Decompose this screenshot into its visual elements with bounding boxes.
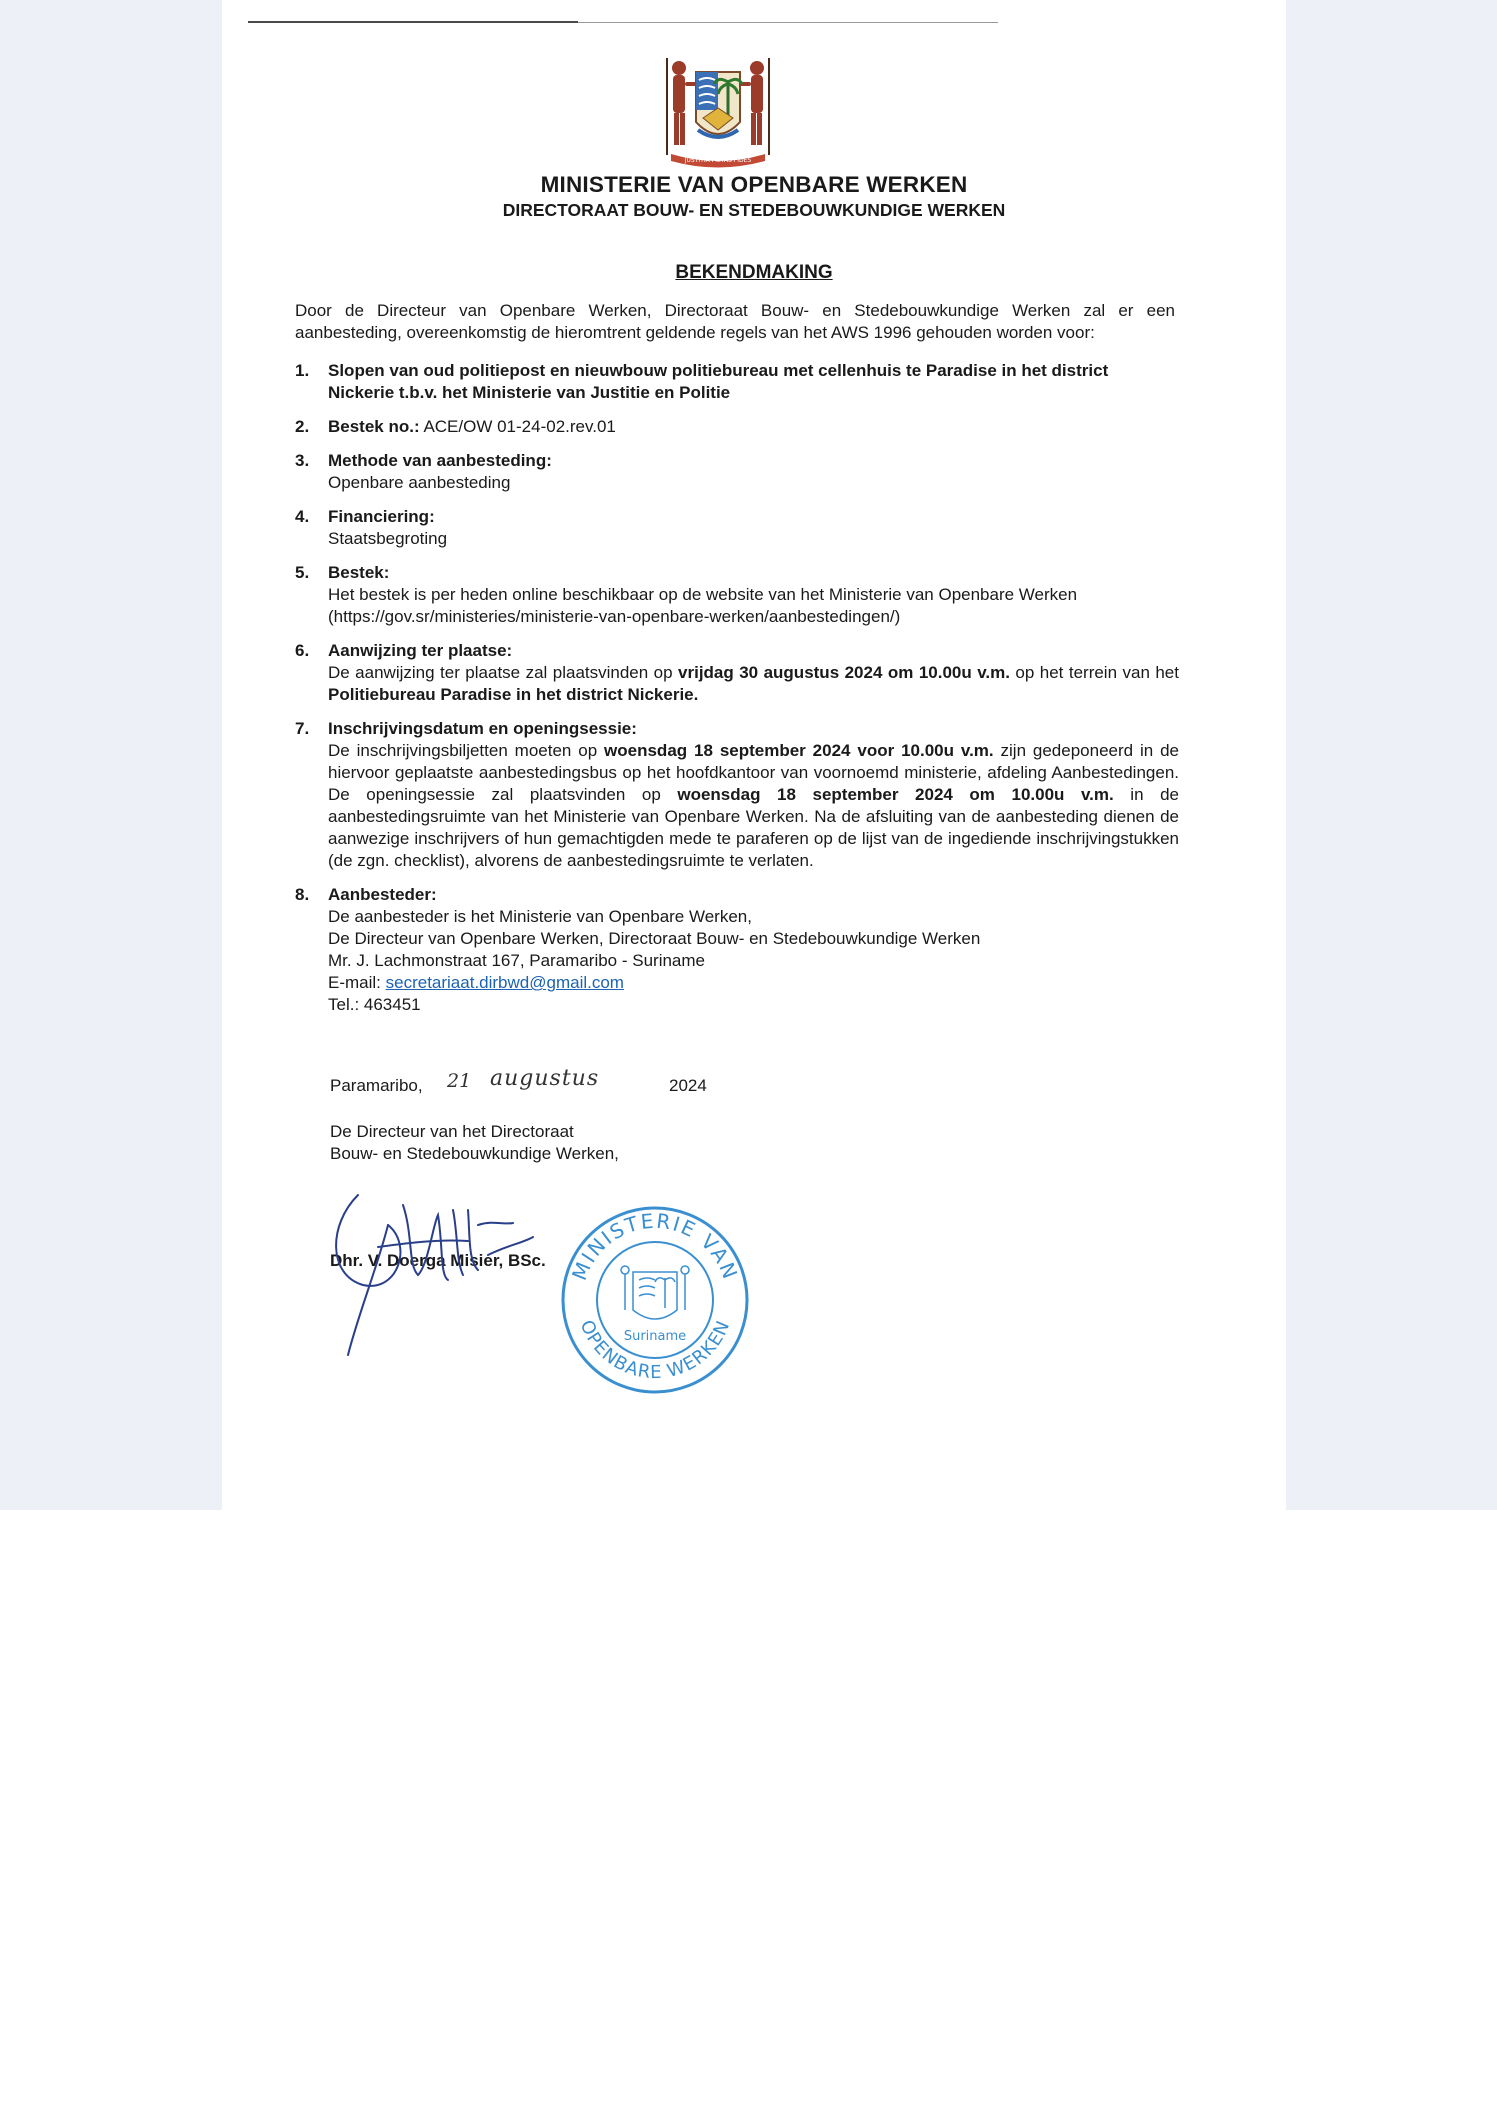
item-number: 3. [295, 451, 310, 470]
item-value: Staatsbegroting [328, 529, 448, 548]
item-label: Bestek no.: [328, 417, 420, 436]
item-list [295, 360, 1179, 1028]
item-number: 5. [295, 563, 310, 582]
scan-artifact-line [248, 21, 578, 23]
ministry-stamp [555, 1200, 755, 1400]
item-label: Inschrijvingsdatum en openingsessie: [328, 719, 637, 738]
item-value: Openbare aanbesteding [328, 473, 511, 492]
intro-paragraph: Door de Directeur van Openbare Werken, Directoraat Bouw- en Stedebouwkundige Werken zal er een aanbesteding, overeenkomstig de hieromtrent geldende regels van het AWS 1996 gehouden worden voor: [295, 301, 1175, 342]
item-line: De aanbesteder is het Ministerie van Openbare Werken, [328, 907, 752, 926]
list-item [295, 562, 1179, 628]
scan-artifact-line [578, 22, 998, 23]
item-number: 1. [295, 361, 310, 380]
phone-line: Tel.: 463451 [328, 995, 421, 1014]
email-link[interactable]: secretariaat.dirbwd@gmail.com [385, 973, 624, 992]
signer-name: Dhr. V. Doerga Misier, BSc. [330, 1251, 546, 1270]
stamp-center-text: Suriname [623, 1329, 687, 1344]
list-item [295, 640, 1179, 706]
list-item [295, 450, 1179, 494]
director-title-line: Bouw- en Stedebouwkundige Werken, [330, 1144, 619, 1163]
item-number: 7. [295, 719, 310, 738]
item-label: Financiering: [328, 507, 435, 526]
item-value: ACE/OW 01-24-02.rev.01 [423, 417, 616, 436]
email-row [328, 972, 1179, 994]
item-body: De aanwijzing ter plaatse zal plaatsvinden op vrijdag 30 augustus 2024 om 10.00u v.m. op het terrein van het Politiebureau Paradise in het district Nickerie. [328, 663, 1179, 704]
stamp-bottom-text: OPENBARE WERKEN [575, 1317, 735, 1384]
handwritten-month: augustus [490, 1066, 600, 1091]
list-item [295, 360, 1179, 404]
email-label: E-mail: [328, 973, 386, 992]
directorate-heading: DIRECTORAAT BOUW- EN STEDEBOUWKUNDIGE WERKEN [502, 200, 1006, 220]
stamp-top-text: MINISTERIE VAN [567, 1208, 743, 1284]
item-label: Bestek: [328, 563, 390, 582]
item-line: De Directeur van Openbare Werken, Directoraat Bouw- en Stedebouwkundige Werken [328, 929, 981, 948]
item-line: Het bestek is per heden online beschikbaar op de website van het Ministerie van Openbare Werken [328, 585, 1078, 604]
handwritten-day: 21 [447, 1070, 472, 1092]
website-url: (https://gov.sr/ministeries/ministerie-van-openbare-werken/aanbestedingen/) [328, 607, 901, 626]
item-label: Aanwijzing ter plaatse: [328, 641, 513, 660]
item-number: 8. [295, 885, 310, 904]
ministry-heading: MINISTERIE VAN OPENBARE WERKEN [540, 172, 968, 197]
list-item [295, 718, 1179, 872]
item-label: Methode van aanbesteding: [328, 451, 552, 470]
address-line: Mr. J. Lachmonstraat 167, Paramaribo - Suriname [328, 951, 705, 970]
director-title-line: De Directeur van het Directoraat [330, 1122, 574, 1141]
date-year: 2024 [669, 1076, 707, 1095]
item-number: 4. [295, 507, 310, 526]
list-item [295, 506, 1179, 550]
item-label: Aanbesteder: [328, 885, 437, 904]
list-item [295, 884, 1179, 1016]
coat-of-arms-icon [653, 50, 783, 168]
svg-text:JUSTITIA PIETAS FIDES: JUSTITIA PIETAS FIDES [684, 157, 752, 164]
item-text: Slopen van oud politiepost en nieuwbouw politiebureau met cellenhuis te Paradise in het district Nickerie t.b.v. het Ministerie van Justitie en Politie [328, 361, 1109, 402]
item-number: 6. [295, 641, 310, 660]
document-title: BEKENDMAKING [675, 262, 833, 283]
item-number: 2. [295, 417, 310, 436]
item-body: De inschrijvingsbiljetten moeten op woensdag 18 september 2024 voor 10.00u v.m. zijn gedeponeerd in de hiervoor geplaatste aanbestedingsbus op het hoofdkantoor van voornoemd ministerie, afdeling Aanbestedingen. De openingsessie zal plaatsvinden op woensdag 18 september 2024 om 10.00u v.m. in de aanbestedingsruimte van het Ministerie van Openbare Werken. Na de afsluiting van de aanbesteding dienen de aanwezige inschrijvers of hun gemachtigden mede te paraferen op de lijst van de ingediende inschrijvingstukken (de zgn. checklist), alvorens de aanbestedingsruimte te verlaten. [328, 741, 1179, 870]
list-item [295, 416, 1179, 438]
place-label: Paramaribo, [330, 1076, 423, 1095]
